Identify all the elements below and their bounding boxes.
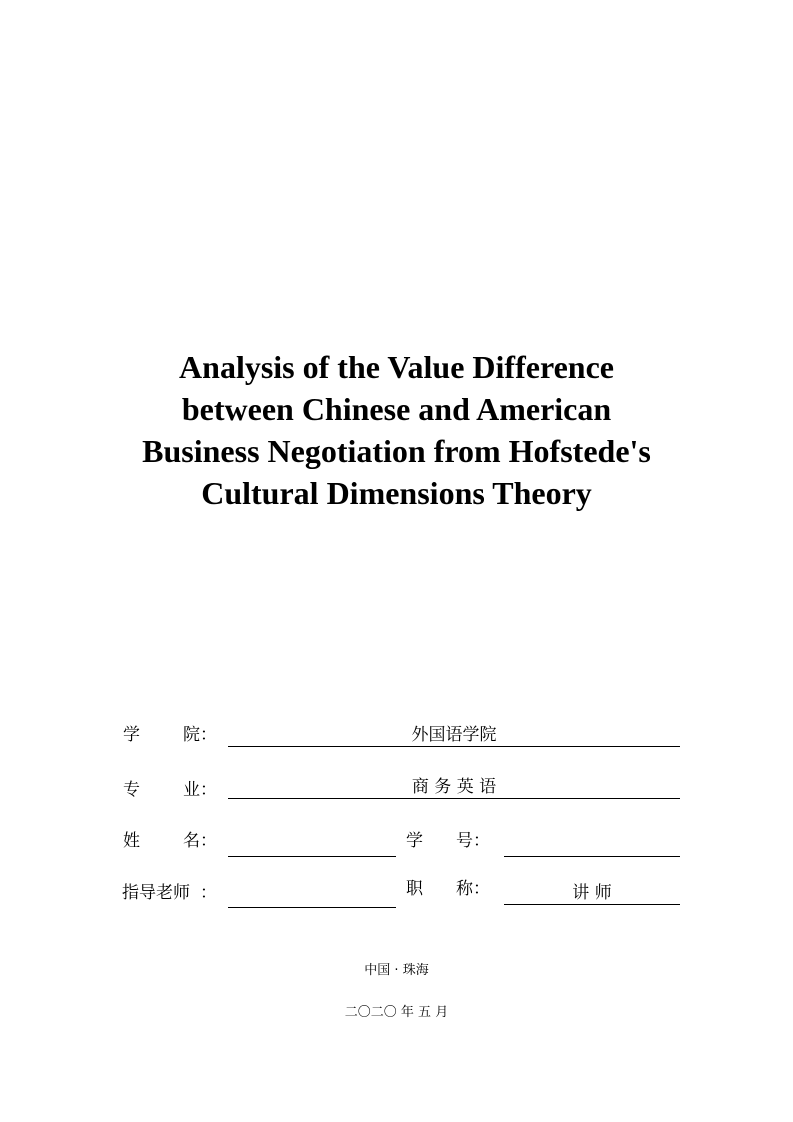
rank-field[interactable]: 讲 师 [504, 882, 680, 905]
student-id-label-char-1: 学 [406, 831, 423, 851]
name-field[interactable] [228, 834, 396, 857]
name-label-char-2: 名 [183, 831, 200, 851]
major-label-char-2: 业 [183, 780, 200, 800]
rank-colon: ： [473, 879, 490, 899]
title-line-2: between Chinese and American [181, 391, 612, 427]
footer-date: 二〇二〇 年 五 月 [344, 1005, 449, 1020]
college-field[interactable]: 外国语学院 [228, 724, 680, 747]
college-colon: ： [200, 725, 217, 745]
major-label-char-1: 专 [123, 780, 140, 800]
name-colon: ： [200, 831, 217, 851]
advisor-colon: ： [200, 883, 217, 903]
student-id-colon: ： [473, 831, 490, 851]
thesis-title [60, 346, 733, 514]
title-line-1: Analysis of the Value Difference [179, 349, 614, 385]
advisor-field[interactable] [228, 885, 396, 908]
major-field[interactable]: 商 务 英 语 [228, 776, 680, 799]
title-line-3: Business Negotiation from Hofstede's [142, 433, 651, 469]
student-id-field[interactable] [504, 834, 680, 857]
name-label-char-1: 姓 [123, 831, 140, 851]
major-colon: ： [200, 780, 217, 800]
rank-label-char-1: 职 [406, 879, 423, 899]
title-line-4: Cultural Dimensions Theory [201, 475, 592, 511]
college-label-char-2: 院 [183, 725, 200, 745]
footer-place: 中国 · 珠海 [364, 963, 429, 978]
rank-label-char-2: 称 [456, 879, 473, 899]
student-id-label-char-2: 号 [456, 831, 473, 851]
college-label-char-1: 学 [123, 725, 140, 745]
advisor-label: 指导老师 [122, 883, 190, 903]
